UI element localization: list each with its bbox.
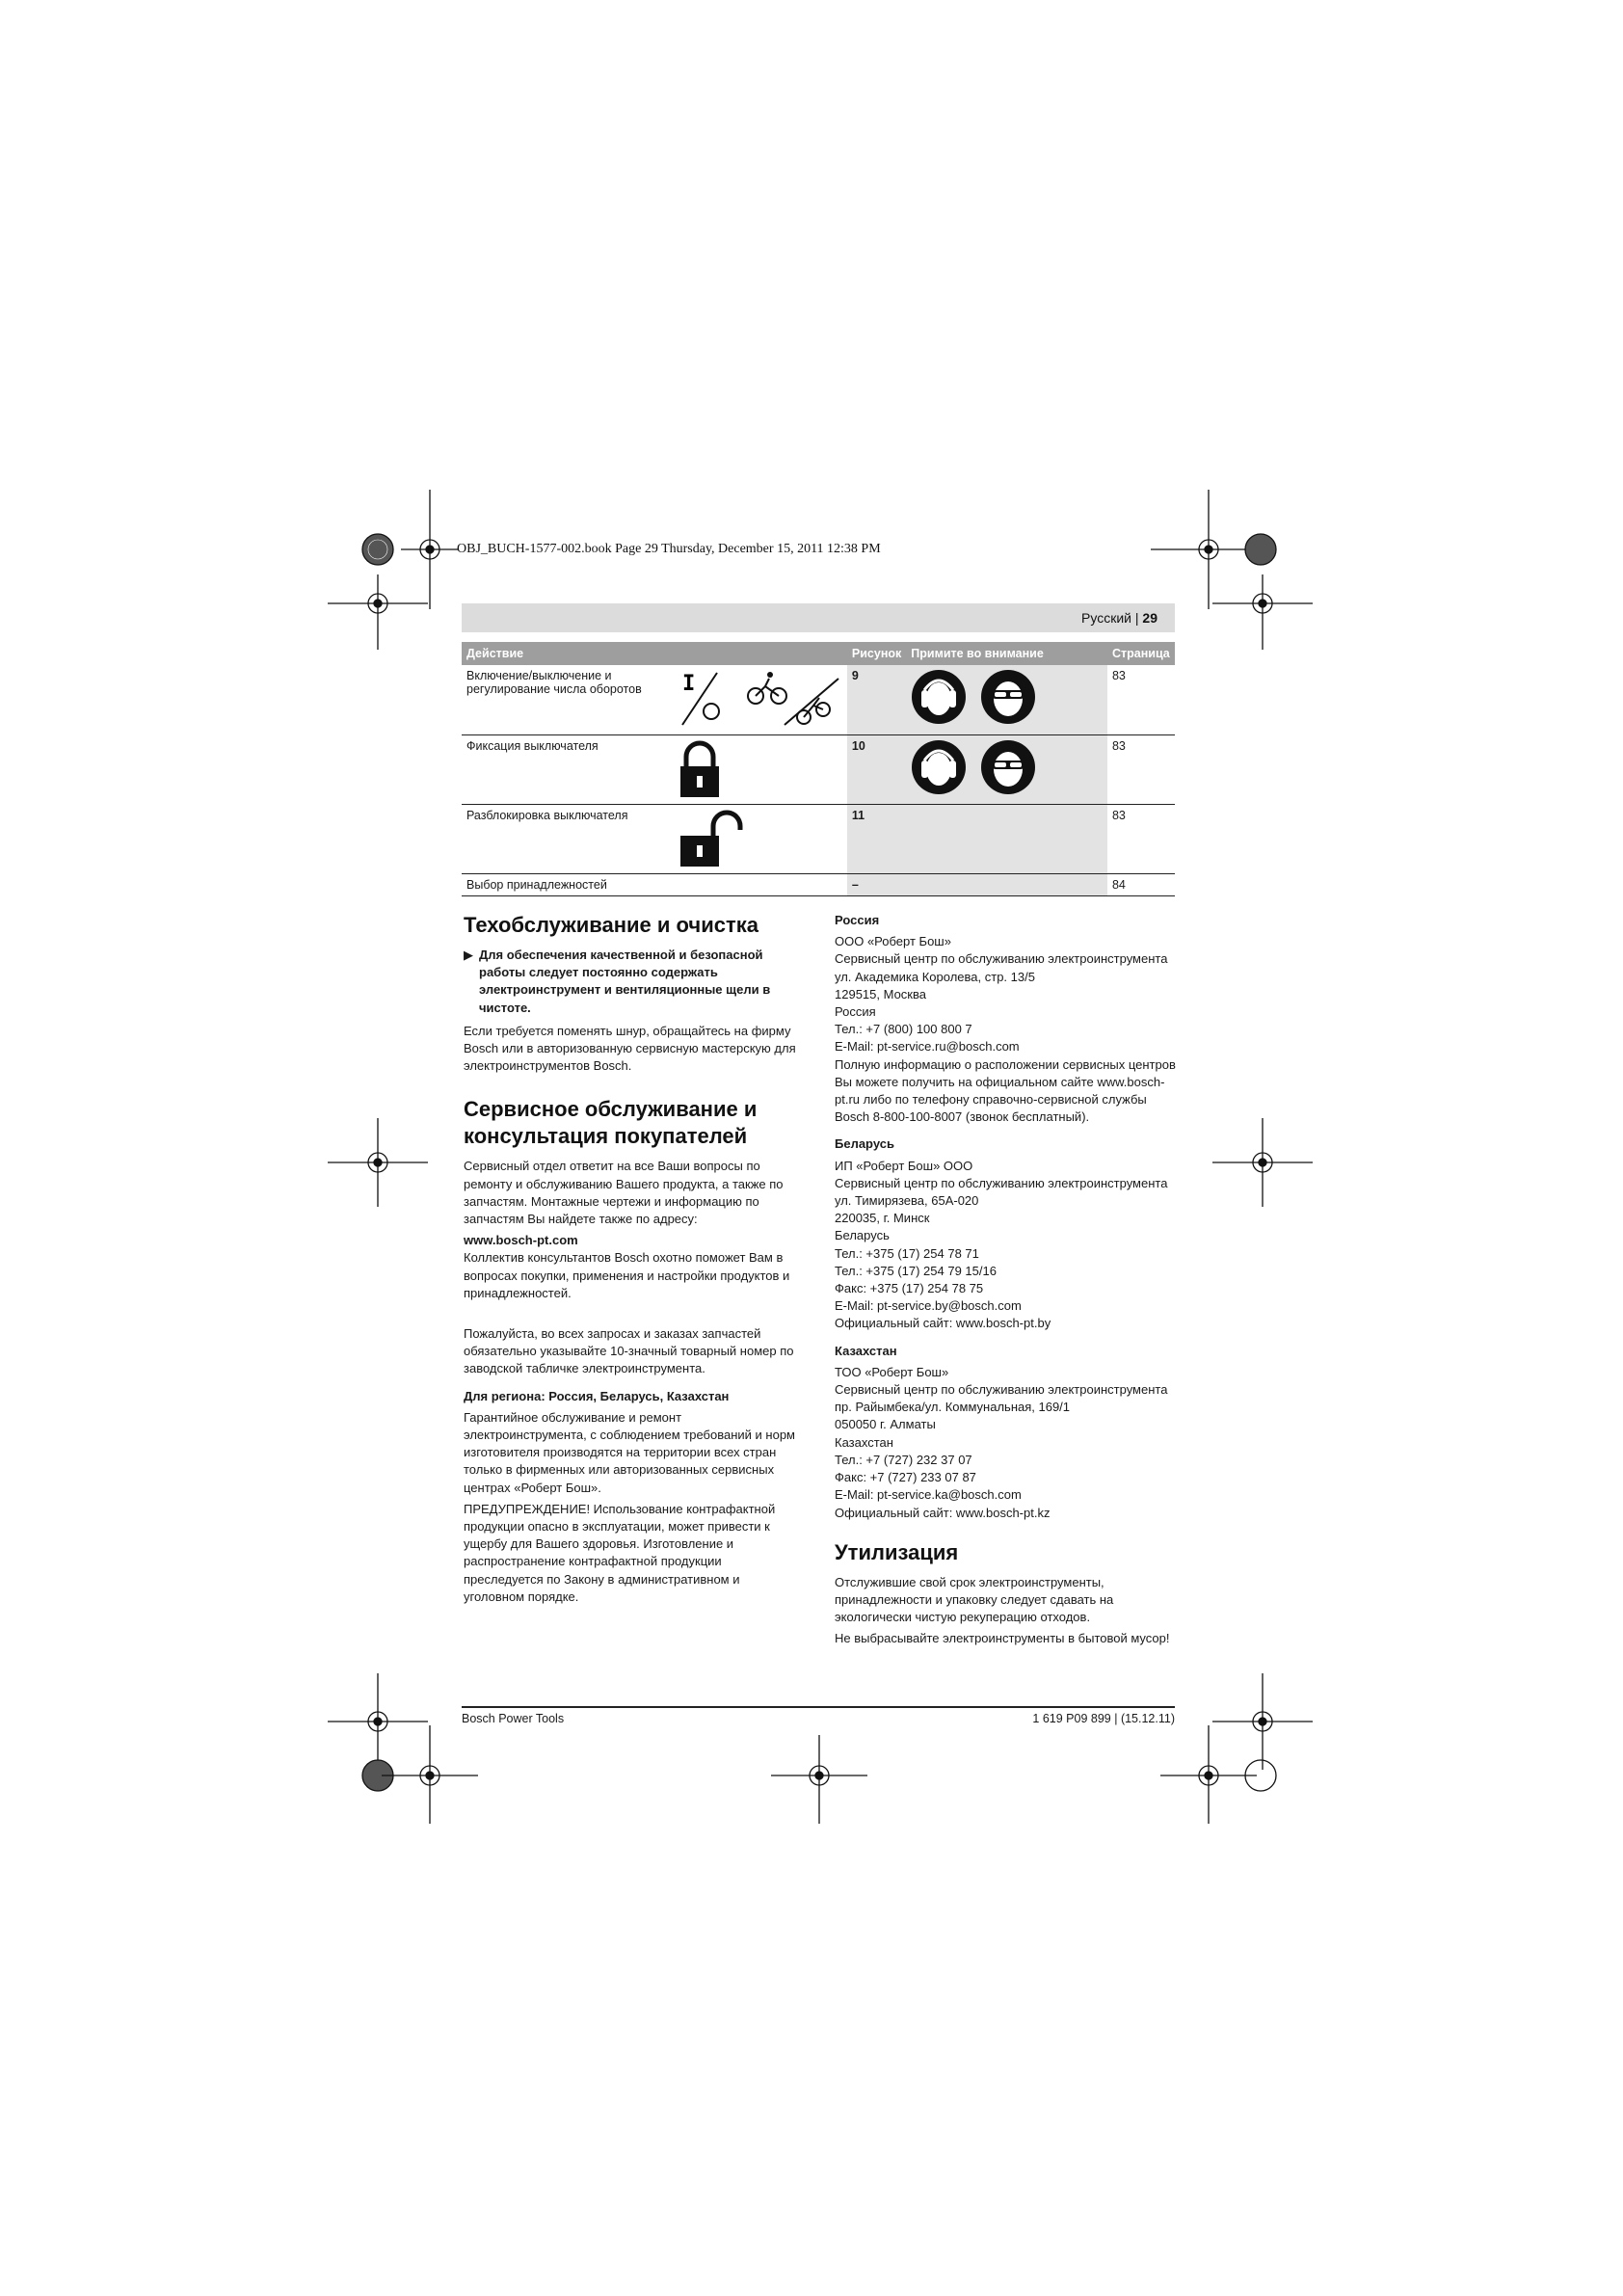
print-slug: OBJ_BUCH-1577-002.book Page 29 Thursday, December 15, 2011 12:38 PM bbox=[457, 542, 881, 556]
table-cell-note bbox=[906, 734, 1107, 804]
kazakhstan-address: ТОО «Роберт Бош» Сервисный центр по обслуживанию электроинструмента пр. Райымбека/ул. Коммунальная, 169/1 050050 г. Алматы Казахстан Тел.: +7 (727) 232 37 07 Факс: +7 (727) 233 07 87 E-Mail: pt-service.ka@bosch.com Официальный сайт: www.bosch-pt.kz bbox=[835, 1364, 1168, 1520]
table-row bbox=[462, 665, 1175, 734]
th-page: Страница bbox=[1107, 642, 1175, 665]
eye-protection-icon bbox=[980, 739, 1036, 795]
table-cell-figure: 9 bbox=[847, 665, 906, 734]
table-cell-figure: 10 bbox=[847, 734, 906, 804]
maintenance-text: Если требуется поменять шнур, обращайтесь на фирму Bosch или в авторизованную сервисную мастерскую для электроинструментов Bosch. bbox=[464, 1023, 796, 1074]
table-cell-page: 83 bbox=[1107, 804, 1175, 873]
maintenance-title: Техобслуживание и очистка bbox=[464, 913, 758, 937]
ear-protection-icon bbox=[911, 669, 967, 725]
table-cell-page: 83 bbox=[1107, 734, 1175, 804]
table-cell-page: 84 bbox=[1107, 873, 1175, 895]
th-figure: Рисунок bbox=[847, 642, 906, 665]
footer-divider bbox=[462, 1706, 1175, 1708]
unlock-icon bbox=[678, 809, 842, 868]
russia-address: ООО «Роберт Бош» Сервисный центр по обслуживанию электроинструмента ул. Академика Королева, стр. 13/5 129515, Москва Россия Тел.: +7 (800) 100 800 7 E-Mail: pt-service.ru@bosch.com Полную информацию о расположении сервисных центров Вы можете получить на официальном сайте www.bosch-pt.ru либо по телефону справочно-сервисной службы Bosch 8-800-100-8007 (звонок бесплатный). bbox=[835, 934, 1176, 1125]
svg-text:I: I bbox=[681, 672, 696, 696]
region-title: Для региона: Россия, Беларусь, Казахстан bbox=[464, 1388, 730, 1403]
table-cell-page: 83 bbox=[1107, 665, 1175, 734]
right-column bbox=[835, 912, 1177, 1652]
table-cell-figure: 11 bbox=[847, 804, 906, 873]
region-text: Гарантийное обслуживание и ремонт электроинструмента, с соблюдением требований и норм изготовителя производятся на территории всех стран только в фирменных или авторизованных сервисных центрах «Роберт Бош». bbox=[464, 1409, 795, 1495]
service-parts-text: Пожалуйста, во всех запросах и заказах запчастей обязательно указывайте 10-значный товарный номер по заводской табличке электроинструмента. bbox=[464, 1326, 794, 1376]
table-cell-note bbox=[906, 665, 1107, 734]
language-label: Русский | 29 bbox=[1081, 610, 1157, 626]
service-title: Сервисное обслуживание и консультация покупателей bbox=[464, 1097, 758, 1149]
table-row bbox=[462, 873, 1175, 895]
maintenance-bullet: ▶ Для обеспечения качественной и безопасной работы следует постоянно содержать электроинструмент и вентиляционные щели в чистоте. bbox=[464, 947, 803, 1017]
eye-protection-icon bbox=[980, 669, 1036, 725]
switch-speed-icon bbox=[678, 669, 842, 729]
footer-doc-number: 1 619 P09 899 | (15.12.11) bbox=[1032, 1712, 1175, 1725]
th-note: Примите во внимание bbox=[906, 642, 1107, 665]
disposal-note: Не выбрасывайте электроинструменты в бытовой мусор! bbox=[835, 1631, 1170, 1646]
table-cell-note bbox=[906, 804, 1107, 873]
table-row bbox=[462, 804, 1175, 873]
th-action: Действие bbox=[462, 642, 847, 665]
table-cell-action: Включение/выключение и регулирование числа оборотов I bbox=[462, 665, 847, 734]
table-cell-action: Выбор принадлежностей bbox=[462, 873, 847, 895]
disposal-title: Утилизация bbox=[835, 1539, 959, 1564]
belarus-title: Беларусь bbox=[835, 1136, 894, 1152]
table-cell-figure: – bbox=[847, 873, 906, 895]
russia-title: Россия bbox=[835, 913, 880, 927]
lock-icon bbox=[678, 739, 842, 799]
page-number: 29 bbox=[1142, 610, 1157, 626]
disposal-text: Отслужившие свой срок электроинструменты, принадлежности и упаковку следует сдавать на экологически чистую рекуперацию отходов. bbox=[835, 1574, 1114, 1625]
table-cell-action: Разблокировка выключателя bbox=[462, 804, 847, 873]
service-text: Сервисный отдел ответит на все Ваши вопросы по ремонту и обслуживанию Вашего продукта, а также по запчастям. Монтажные чертежи и информацию по запчастям Вы найдете также по адресу: bbox=[464, 1159, 784, 1227]
kazakhstan-title: Казахстан bbox=[835, 1343, 897, 1358]
warning-text: ПРЕДУПРЕЖДЕНИЕ! Использование контрафактной продукции опасно в эксплуатации, может привести к ущербу для Вашего здоровья. Изготовление и распространение контрафактной продукции преследуется по Закону в административном и уголовном порядке. bbox=[464, 1501, 776, 1604]
table-row bbox=[462, 734, 1175, 804]
service-url[interactable]: www.bosch-pt.com bbox=[464, 1233, 578, 1248]
table-header-row bbox=[462, 642, 1175, 665]
page-header bbox=[462, 603, 1175, 632]
left-column bbox=[464, 912, 803, 1610]
footer-brand: Bosch Power Tools bbox=[462, 1712, 565, 1725]
belarus-address: ИП «Роберт Бош» ООО Сервисный центр по обслуживанию электроинструмента ул. Тимирязева, 65А-020 220035, г. Минск Беларусь Тел.: +375 (17) 254 78 71 Тел.: +375 (17) 254 79 15/16 Факс: +375 (17) 254 78 75 E-Mail: pt-service.by@bosch.com Официальный сайт: www.bosch-pt.by bbox=[835, 1158, 1168, 1331]
service-team-text: Коллектив консультантов Bosch охотно поможет Вам в вопросах покупки, применения и настройки продуктов и принадлежностей. bbox=[464, 1250, 790, 1300]
table-cell-note bbox=[906, 873, 1107, 895]
table-cell-action: Фиксация выключателя bbox=[462, 734, 847, 804]
bullet-arrow-icon: ▶ bbox=[464, 948, 473, 962]
actions-table bbox=[462, 642, 1175, 896]
ear-protection-icon bbox=[911, 739, 967, 795]
